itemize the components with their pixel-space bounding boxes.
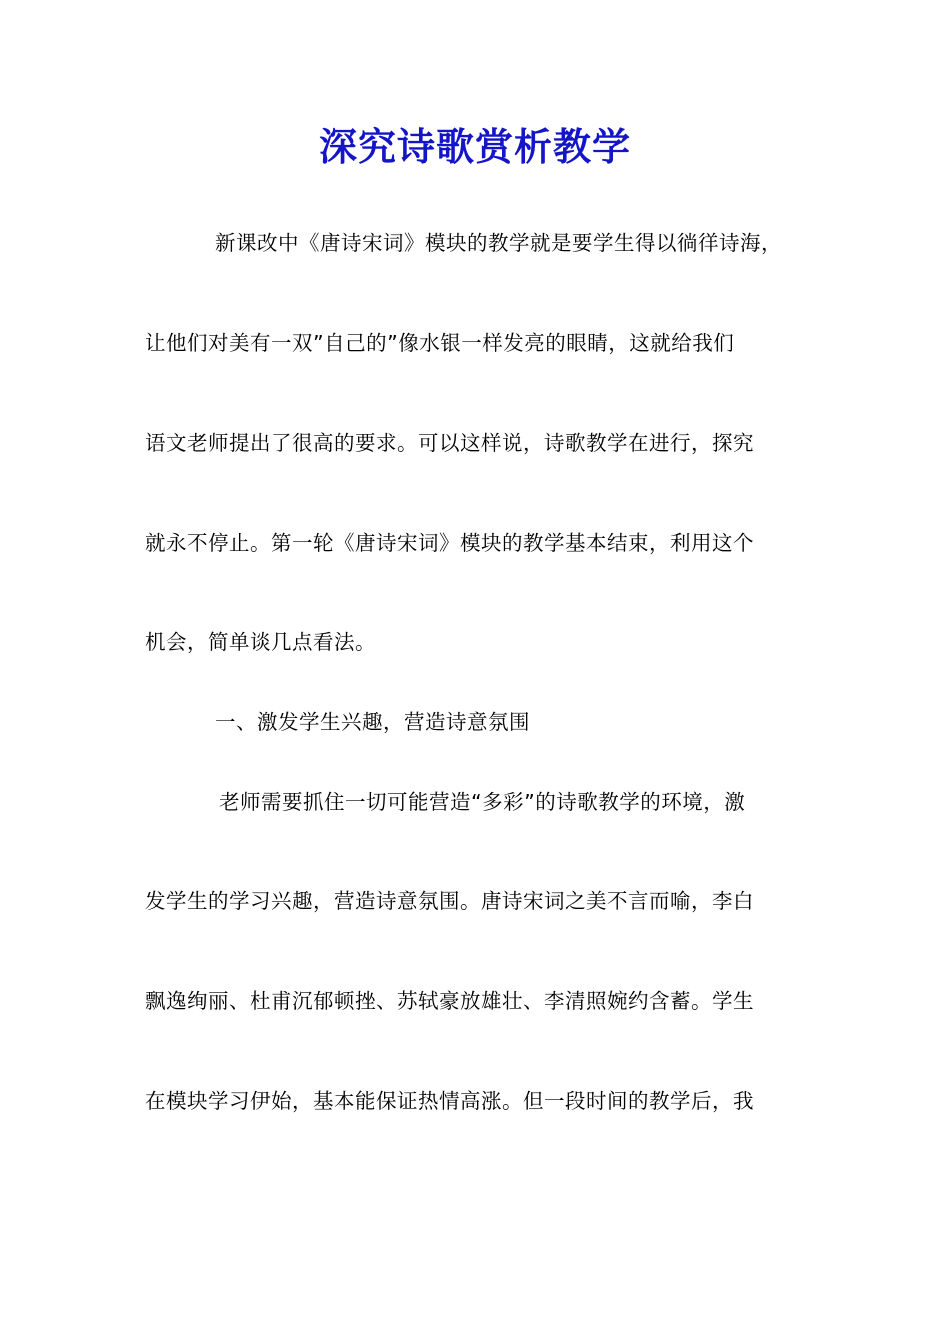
paragraph-line: 老师需要抓住一切可能营造“多彩”的诗歌教学的环境，激 [219, 790, 746, 814]
paragraph-line: 发学生的学习兴趣，营造诗意氛围。唐诗宋词之美不言而喻，李白 [145, 889, 754, 913]
paragraph-line: 语文老师提出了很高的要求。可以这样说，诗歌教学在进行，探究 [145, 431, 754, 455]
section-heading: 一、激发学生兴趣，营造诗意氛围 [215, 710, 530, 734]
paragraph-line: 让他们对美有一双”自己的”像水银一样发亮的眼睛，这就给我们 [145, 331, 735, 355]
paragraph-line: 在模块学习伊始，基本能保证热情高涨。但一段时间的教学后，我 [145, 1089, 754, 1113]
document-title: 深究诗歌赏析教学 [318, 124, 631, 169]
paragraph-line: 飘逸绚丽、杜甫沉郁顿挫、苏轼豪放雄壮、李清照婉约含蓄。学生 [145, 989, 754, 1013]
paragraph-line: 机会，简单谈几点看法。 [145, 630, 376, 654]
paragraph-line: 就永不停止。第一轮《唐诗宋词》模块的教学基本结束，利用这个 [145, 531, 754, 555]
paragraph-line: 新课改中《唐诗宋词》模块的教学就是要学生得以徜徉诗海， [215, 231, 782, 255]
